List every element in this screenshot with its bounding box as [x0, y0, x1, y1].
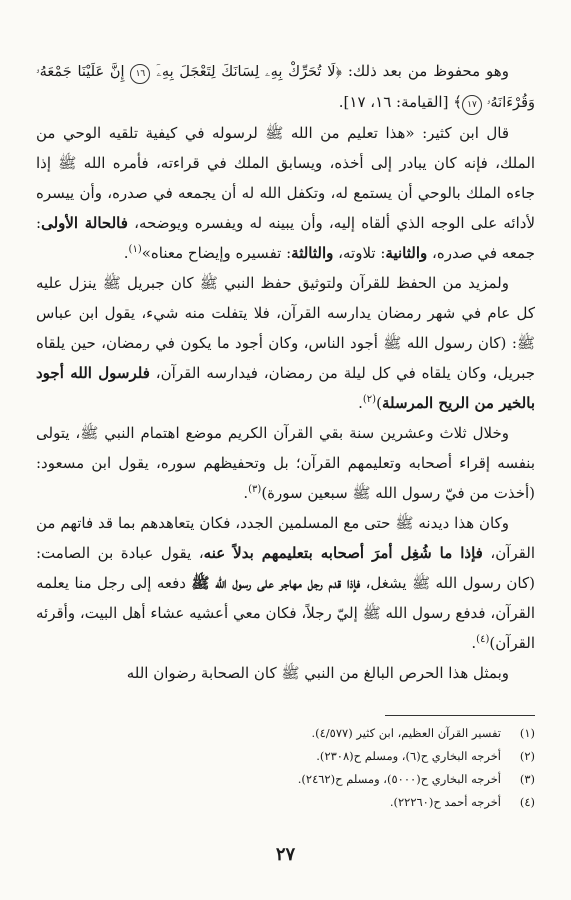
- text-span: : تلاوته،: [333, 244, 386, 262]
- paragraph-4: [36, 418, 535, 508]
- footnote-marker[interactable]: (٤): [476, 634, 490, 645]
- footnote-item: [36, 745, 535, 768]
- quran-verse-2: إِنَّ عَلَيْنَا جَمْعَهُۥ وَقُرْءَانَهُۥ: [36, 64, 535, 111]
- footnote-item: [36, 768, 535, 791]
- text-span: دفعه إلى رجل منا يعلمه القرآن، فدفع رسول الله ﷺ إليّ رجلاً، فكان معي أعشيه عشاء أهل البيت، وأقرئه القرآن): [36, 574, 535, 652]
- bold-term-second: والثانية: [385, 244, 428, 262]
- paragraph-1: [36, 56, 535, 118]
- text-span: .: [358, 394, 363, 412]
- footnote-number: (٤): [519, 795, 535, 809]
- footnotes: [36, 722, 535, 814]
- text-span: وخلال ثلاث وعشرين سنة بقي القرآن الكريم موضع اهتمام النبي ﷺ، يتولى بنفسه إقراء أصحابه وتعليمهم القرآن؛ بل وتحفيظهم سوره، يقول ابن مسعود: (أخذت من فيّ رسول الله ﷺ سبعين سورة): [36, 424, 535, 502]
- text-span: ، يقول عبادة بن الصامت: (كان رسول الله ﷺ يشغل،: [36, 544, 535, 592]
- bold-phrase: فإذا ما شُغِل أمرَ أصحابه بتعليمهم بدلاً عنه: [203, 544, 483, 562]
- text-span: : جمعه في صدره،: [36, 214, 535, 262]
- bold-term-first: فالحالة الأولى: [41, 214, 128, 232]
- footnote-item: [36, 791, 535, 814]
- paragraph-2: [36, 118, 535, 268]
- footnote-item: [36, 722, 535, 745]
- footnote-number: (٣): [519, 772, 535, 786]
- footnote-text: تفسير القرآن العظيم، ابن كثير (٤/٥٧٧).: [311, 726, 501, 740]
- footnote-marker[interactable]: (٣): [248, 484, 262, 495]
- verse-number-16: ١٦: [130, 64, 150, 84]
- verse-number-17: ١٧: [462, 95, 482, 115]
- text-span: وكان هذا ديدنه ﷺ حتى مع المسلمين الجدد، فكان يتعاهدهم بما قد فاتهم من القرآن،: [36, 514, 535, 562]
- text-span: : تفسيره وإيضاح معناه»: [141, 244, 292, 262]
- paragraph-3: [36, 268, 535, 418]
- bold-term-third: والثالثة: [291, 244, 334, 262]
- text-span: .: [243, 484, 249, 502]
- quran-verse: ﴿لَا تُحَرِّكْ بِهِۦ لِسَانَكَ لِتَعْجَلَ بِهِۦٓ: [156, 64, 342, 80]
- text-span: .: [123, 244, 129, 262]
- text-span: ولمزيد من الحفظ للقرآن ولتوثيق حفظ النبي ﷺ كان جبريل ﷺ ينزل عليه كل عام في شهر رمضان يدارسه القرآن، فلا يتفلت منه شيء، يقول ابن عباس ﷺ: (كان رسول الله ﷺ أجود الناس، وكان أجود ما يكون في رمضان، حين يلقاه جبريل، وكان يلقاه في كل ليلة من رمضان، فيدارسه القرآن،: [36, 274, 535, 382]
- footnote-text: أخرجه أحمد ح(٢٢٢٦٠).: [389, 795, 501, 809]
- text-span: ): [376, 394, 382, 412]
- text-span: قال ابن كثير: «هذا تعليم من الله ﷺ لرسوله في كيفية تلقيه الوحي من الملك، فإنه كان يبادر إلى أخذه، ويسابق الملك في قراءته، فأمره الله ﷺ إذا جاءه الملك بالوحي أن يستمع له، وتكفل الله له أن يجمعه في صدره، وأن ييسره لأدائه على الوجه الذي ألقاه إليه، وأن يبينه له ويفسره ويوضحه،: [36, 124, 536, 232]
- text-span: .: [471, 634, 477, 652]
- footnote-marker[interactable]: (٢): [362, 394, 377, 405]
- footnote-text: أخرجه البخاري ح(٦)، ومسلم ح(٢٣٠٨).: [316, 749, 501, 763]
- bold-phrase: فإذا قدم رجل مهاجر على رسول الله ﷺ: [191, 574, 361, 592]
- footnote-text: أخرجه البخاري ح(٥٠٠٠)، ومسلم ح(٢٤٦٢).: [297, 772, 501, 786]
- text-span: وهو محفوظ من بعد ذلك:: [341, 62, 509, 80]
- paragraph-6: [36, 658, 535, 688]
- page-number: ٢٧: [275, 844, 296, 865]
- footnote-divider: [385, 715, 535, 716]
- footnote-number: (١): [519, 726, 535, 740]
- bold-phrase: فلرسول الله أجود بالخير من الريح المرسلة: [36, 364, 535, 412]
- main-text: [36, 56, 535, 688]
- footnote-marker[interactable]: (١): [128, 244, 142, 255]
- paragraph-5: [36, 508, 535, 658]
- quran-reference: ﴾ [القيامة: ١٦، ١٧].: [338, 93, 462, 111]
- text-span: وبمثل هذا الحرص البالغ من النبي ﷺ كان الصحابة رضوان الله: [126, 664, 509, 682]
- footnote-number: (٢): [519, 749, 535, 763]
